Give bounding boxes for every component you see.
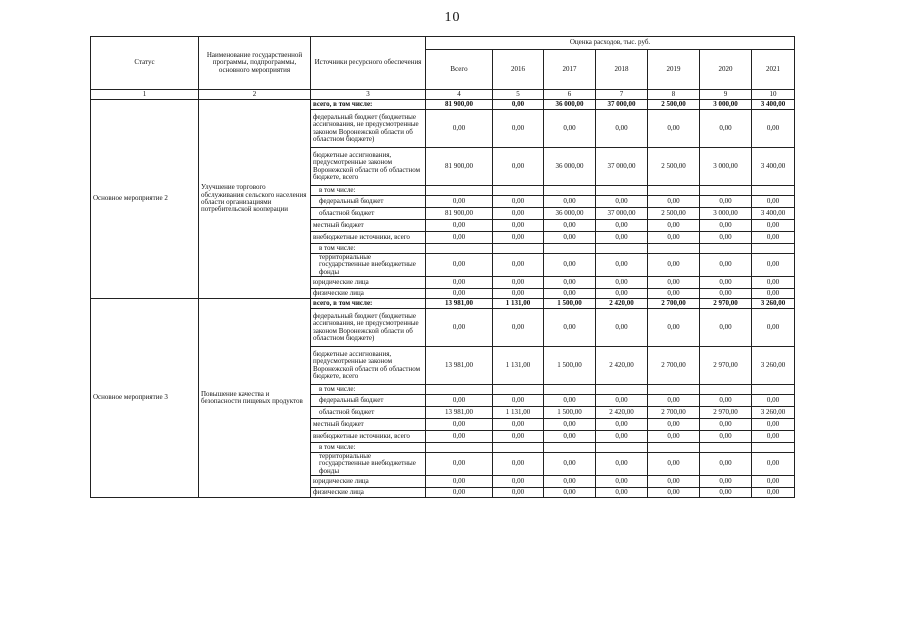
year-value-cell: 0,00 bbox=[544, 289, 596, 299]
total-value-cell bbox=[426, 244, 493, 254]
year-value-cell: 0,00 bbox=[700, 431, 752, 443]
year-value-cell bbox=[752, 443, 795, 453]
year-value-cell: 0,00 bbox=[648, 431, 700, 443]
year-value-cell: 0,00 bbox=[544, 419, 596, 431]
year-value-cell: 0,00 bbox=[596, 309, 648, 347]
year-value-cell bbox=[596, 186, 648, 196]
year-value-cell: 0,00 bbox=[544, 488, 596, 498]
total-value-cell: 0,00 bbox=[426, 277, 493, 289]
year-value-cell: 0,00 bbox=[493, 431, 544, 443]
year-value-cell: 0,00 bbox=[493, 110, 544, 148]
year-value-cell: 0,00 bbox=[544, 232, 596, 244]
status-cell: Основное мероприятие 3 bbox=[91, 299, 199, 498]
year-value-cell: 0,00 bbox=[493, 488, 544, 498]
year-value-cell: 0,00 bbox=[648, 254, 700, 277]
total-value-cell: 0,00 bbox=[426, 289, 493, 299]
year-value-cell: 0,00 bbox=[596, 232, 648, 244]
year-value-cell: 0,00 bbox=[596, 289, 648, 299]
total-value-cell: 81 900,00 bbox=[426, 100, 493, 110]
total-value-cell: 0,00 bbox=[426, 488, 493, 498]
year-value-cell: 0,00 bbox=[752, 254, 795, 277]
year-value-cell bbox=[648, 244, 700, 254]
table-row bbox=[91, 299, 795, 309]
source-cell: местный бюджет bbox=[311, 419, 426, 431]
year-value-cell: 3 000,00 bbox=[700, 100, 752, 110]
year-value-cell: 0,00 bbox=[752, 453, 795, 476]
header-year: 2017 bbox=[544, 50, 596, 90]
column-index: 8 bbox=[648, 90, 700, 100]
year-value-cell: 0,00 bbox=[493, 232, 544, 244]
header-status: Статус bbox=[91, 37, 199, 90]
year-value-cell: 2 420,00 bbox=[596, 299, 648, 309]
total-value-cell bbox=[426, 186, 493, 196]
year-value-cell: 2 700,00 bbox=[648, 299, 700, 309]
header-year: 2020 bbox=[700, 50, 752, 90]
column-index: 4 bbox=[426, 90, 493, 100]
total-value-cell: 0,00 bbox=[426, 419, 493, 431]
year-value-cell: 2 500,00 bbox=[648, 148, 700, 186]
year-value-cell: 3 400,00 bbox=[752, 148, 795, 186]
year-value-cell: 0,00 bbox=[648, 289, 700, 299]
year-value-cell bbox=[700, 186, 752, 196]
year-value-cell: 0,00 bbox=[648, 453, 700, 476]
year-value-cell: 0,00 bbox=[700, 232, 752, 244]
column-index: 1 bbox=[91, 90, 199, 100]
year-value-cell bbox=[544, 385, 596, 395]
year-value-cell: 0,00 bbox=[648, 488, 700, 498]
source-cell: юридические лица bbox=[311, 277, 426, 289]
source-cell: юридические лица bbox=[311, 476, 426, 488]
activity-name-cell: Повышение качества и безопасности пищевых продуктов bbox=[199, 299, 311, 498]
total-value-cell bbox=[426, 385, 493, 395]
column-index: 7 bbox=[596, 90, 648, 100]
total-value-cell: 13 981,00 bbox=[426, 299, 493, 309]
year-value-cell: 0,00 bbox=[544, 453, 596, 476]
source-cell: федеральный бюджет bbox=[311, 196, 426, 208]
source-cell: бюджетные ассигнования, предусмотренные законом Воронежской области об областном бюджете, всего bbox=[311, 347, 426, 385]
column-index: 9 bbox=[700, 90, 752, 100]
column-index: 6 bbox=[544, 90, 596, 100]
year-value-cell: 0,00 bbox=[493, 309, 544, 347]
year-value-cell: 0,00 bbox=[493, 277, 544, 289]
year-value-cell: 3 400,00 bbox=[752, 208, 795, 220]
year-value-cell: 0,00 bbox=[700, 476, 752, 488]
year-value-cell: 1 500,00 bbox=[544, 299, 596, 309]
total-value-cell: 81 900,00 bbox=[426, 148, 493, 186]
year-value-cell: 37 000,00 bbox=[596, 208, 648, 220]
year-value-cell: 36 000,00 bbox=[544, 208, 596, 220]
year-value-cell: 0,00 bbox=[700, 419, 752, 431]
year-value-cell: 0,00 bbox=[700, 220, 752, 232]
year-value-cell bbox=[493, 385, 544, 395]
year-value-cell bbox=[752, 385, 795, 395]
year-value-cell bbox=[493, 186, 544, 196]
year-value-cell: 0,00 bbox=[493, 289, 544, 299]
year-value-cell: 0,00 bbox=[493, 148, 544, 186]
year-value-cell bbox=[700, 385, 752, 395]
year-value-cell: 2 970,00 bbox=[700, 299, 752, 309]
source-cell: внебюджетные источники, всего bbox=[311, 431, 426, 443]
total-value-cell: 0,00 bbox=[426, 110, 493, 148]
total-value-cell: 13 981,00 bbox=[426, 347, 493, 385]
year-value-cell: 1 131,00 bbox=[493, 407, 544, 419]
year-value-cell bbox=[544, 443, 596, 453]
year-value-cell bbox=[648, 443, 700, 453]
year-value-cell: 0,00 bbox=[493, 453, 544, 476]
source-cell: областной бюджет bbox=[311, 208, 426, 220]
year-value-cell: 0,00 bbox=[544, 277, 596, 289]
year-value-cell: 37 000,00 bbox=[596, 148, 648, 186]
year-value-cell bbox=[752, 186, 795, 196]
year-value-cell: 0,00 bbox=[544, 395, 596, 407]
header-name: Наименование государственной программы, подпрограммы, основного мероприятия bbox=[199, 37, 311, 90]
year-value-cell: 0,00 bbox=[596, 220, 648, 232]
year-value-cell: 0,00 bbox=[544, 309, 596, 347]
year-value-cell: 0,00 bbox=[648, 277, 700, 289]
year-value-cell: 0,00 bbox=[544, 476, 596, 488]
source-cell: всего, в том числе: bbox=[311, 100, 426, 110]
table-row bbox=[91, 100, 795, 110]
year-value-cell: 0,00 bbox=[752, 110, 795, 148]
year-value-cell bbox=[493, 244, 544, 254]
year-value-cell: 2 700,00 bbox=[648, 407, 700, 419]
source-cell: физические лица bbox=[311, 289, 426, 299]
year-value-cell: 2 970,00 bbox=[700, 347, 752, 385]
year-value-cell: 3 000,00 bbox=[700, 208, 752, 220]
year-value-cell: 0,00 bbox=[752, 277, 795, 289]
year-value-cell: 0,00 bbox=[544, 254, 596, 277]
year-value-cell: 0,00 bbox=[493, 220, 544, 232]
year-value-cell: 0,00 bbox=[752, 289, 795, 299]
year-value-cell: 0,00 bbox=[596, 277, 648, 289]
year-value-cell: 0,00 bbox=[752, 488, 795, 498]
year-value-cell bbox=[544, 186, 596, 196]
year-value-cell: 0,00 bbox=[493, 208, 544, 220]
source-cell: бюджетные ассигнования, предусмотренные законом Воронежской области об областном бюджете, всего bbox=[311, 148, 426, 186]
year-value-cell: 0,00 bbox=[648, 196, 700, 208]
year-value-cell: 0,00 bbox=[596, 419, 648, 431]
year-value-cell: 2 700,00 bbox=[648, 347, 700, 385]
year-value-cell: 1 131,00 bbox=[493, 299, 544, 309]
year-value-cell: 0,00 bbox=[544, 196, 596, 208]
year-value-cell: 3 260,00 bbox=[752, 299, 795, 309]
budget-table bbox=[90, 36, 795, 498]
year-value-cell: 0,00 bbox=[596, 476, 648, 488]
total-value-cell: 0,00 bbox=[426, 309, 493, 347]
column-index: 10 bbox=[752, 90, 795, 100]
source-cell: федеральный бюджет (бюджетные ассигнования, не предусмотренные законом Воронежской области об областном бюджете) bbox=[311, 110, 426, 148]
source-cell: в том числе: bbox=[311, 186, 426, 196]
header-year: 2021 bbox=[752, 50, 795, 90]
year-value-cell: 0,00 bbox=[493, 419, 544, 431]
header-estimate: Оценка расходов, тыс. руб. bbox=[426, 37, 795, 50]
year-value-cell: 36 000,00 bbox=[544, 100, 596, 110]
source-cell: областной бюджет bbox=[311, 407, 426, 419]
year-value-cell: 0,00 bbox=[493, 395, 544, 407]
total-value-cell: 0,00 bbox=[426, 476, 493, 488]
year-value-cell: 2 500,00 bbox=[648, 208, 700, 220]
total-value-cell: 0,00 bbox=[426, 220, 493, 232]
total-value-cell: 0,00 bbox=[426, 453, 493, 476]
year-value-cell: 0,00 bbox=[648, 419, 700, 431]
total-value-cell: 0,00 bbox=[426, 395, 493, 407]
source-cell: местный бюджет bbox=[311, 220, 426, 232]
source-cell: внебюджетные источники, всего bbox=[311, 232, 426, 244]
activity-name-cell: Улучшение торгового обслуживания сельского населения области организациями потребительской кооперации bbox=[199, 100, 311, 299]
total-value-cell: 0,00 bbox=[426, 196, 493, 208]
year-value-cell: 0,00 bbox=[700, 289, 752, 299]
year-value-cell: 0,00 bbox=[648, 232, 700, 244]
year-value-cell: 37 000,00 bbox=[596, 100, 648, 110]
year-value-cell: 0,00 bbox=[752, 220, 795, 232]
year-value-cell: 0,00 bbox=[596, 453, 648, 476]
year-value-cell: 0,00 bbox=[648, 476, 700, 488]
year-value-cell: 0,00 bbox=[700, 395, 752, 407]
year-value-cell: 0,00 bbox=[648, 395, 700, 407]
year-value-cell: 0,00 bbox=[752, 309, 795, 347]
year-value-cell: 0,00 bbox=[752, 196, 795, 208]
year-value-cell: 0,00 bbox=[493, 476, 544, 488]
year-value-cell: 1 500,00 bbox=[544, 407, 596, 419]
year-value-cell bbox=[700, 443, 752, 453]
source-cell: территориальные государственные внебюджетные фонды bbox=[311, 453, 426, 476]
year-value-cell: 0,00 bbox=[596, 196, 648, 208]
year-value-cell: 0,00 bbox=[544, 110, 596, 148]
year-value-cell: 36 000,00 bbox=[544, 148, 596, 186]
year-value-cell: 0,00 bbox=[493, 254, 544, 277]
page-number: 10 bbox=[444, 10, 461, 25]
year-value-cell: 0,00 bbox=[752, 431, 795, 443]
year-value-cell: 0,00 bbox=[648, 110, 700, 148]
year-value-cell: 0,00 bbox=[752, 476, 795, 488]
column-index-row bbox=[91, 90, 795, 100]
source-cell: территориальные государственные внебюджетные фонды bbox=[311, 254, 426, 277]
year-value-cell: 0,00 bbox=[493, 100, 544, 110]
source-cell: федеральный бюджет (бюджетные ассигнования, не предусмотренные законом Воронежской области об областном бюджете) bbox=[311, 309, 426, 347]
year-value-cell: 0,00 bbox=[700, 488, 752, 498]
year-value-cell: 0,00 bbox=[700, 309, 752, 347]
total-value-cell: 81 900,00 bbox=[426, 208, 493, 220]
year-value-cell: 0,00 bbox=[596, 254, 648, 277]
source-cell: всего, в том числе: bbox=[311, 299, 426, 309]
year-value-cell: 3 260,00 bbox=[752, 407, 795, 419]
year-value-cell: 0,00 bbox=[752, 232, 795, 244]
year-value-cell: 0,00 bbox=[700, 110, 752, 148]
status-cell: Основное мероприятие 2 bbox=[91, 100, 199, 299]
header-year: 2016 bbox=[493, 50, 544, 90]
year-value-cell: 3 260,00 bbox=[752, 347, 795, 385]
year-value-cell bbox=[596, 443, 648, 453]
year-value-cell: 3 000,00 bbox=[700, 148, 752, 186]
year-value-cell bbox=[544, 244, 596, 254]
year-value-cell: 0,00 bbox=[596, 395, 648, 407]
year-value-cell bbox=[596, 385, 648, 395]
year-value-cell: 2 420,00 bbox=[596, 347, 648, 385]
total-value-cell: 13 981,00 bbox=[426, 407, 493, 419]
year-value-cell: 0,00 bbox=[596, 431, 648, 443]
year-value-cell: 1 500,00 bbox=[544, 347, 596, 385]
source-cell: физические лица bbox=[311, 488, 426, 498]
year-value-cell: 0,00 bbox=[700, 453, 752, 476]
total-value-cell: 0,00 bbox=[426, 254, 493, 277]
source-cell: в том числе: bbox=[311, 385, 426, 395]
year-value-cell bbox=[648, 186, 700, 196]
year-value-cell: 0,00 bbox=[700, 196, 752, 208]
year-value-cell: 0,00 bbox=[752, 395, 795, 407]
header-source: Источники ресурсного обеспечения bbox=[311, 37, 426, 90]
year-value-cell bbox=[700, 244, 752, 254]
column-index: 2 bbox=[199, 90, 311, 100]
year-value-cell: 0,00 bbox=[648, 309, 700, 347]
header-year: 2019 bbox=[648, 50, 700, 90]
total-value-cell bbox=[426, 443, 493, 453]
year-value-cell: 0,00 bbox=[544, 431, 596, 443]
column-index: 5 bbox=[493, 90, 544, 100]
year-value-cell: 0,00 bbox=[700, 277, 752, 289]
year-value-cell: 0,00 bbox=[493, 196, 544, 208]
year-value-cell: 0,00 bbox=[596, 110, 648, 148]
year-value-cell: 0,00 bbox=[648, 220, 700, 232]
year-value-cell bbox=[648, 385, 700, 395]
year-value-cell: 0,00 bbox=[700, 254, 752, 277]
year-value-cell bbox=[596, 244, 648, 254]
header-year: 2018 bbox=[596, 50, 648, 90]
year-value-cell: 1 131,00 bbox=[493, 347, 544, 385]
year-value-cell: 0,00 bbox=[544, 220, 596, 232]
source-cell: в том числе: bbox=[311, 244, 426, 254]
year-value-cell: 2 970,00 bbox=[700, 407, 752, 419]
year-value-cell bbox=[752, 244, 795, 254]
total-value-cell: 0,00 bbox=[426, 232, 493, 244]
year-value-cell: 2 420,00 bbox=[596, 407, 648, 419]
column-index: 3 bbox=[311, 90, 426, 100]
year-value-cell: 2 500,00 bbox=[648, 100, 700, 110]
source-cell: в том числе: bbox=[311, 443, 426, 453]
year-value-cell: 0,00 bbox=[752, 419, 795, 431]
source-cell: федеральный бюджет bbox=[311, 395, 426, 407]
total-value-cell: 0,00 bbox=[426, 431, 493, 443]
year-value-cell: 3 400,00 bbox=[752, 100, 795, 110]
header-total: Всего bbox=[426, 50, 493, 90]
year-value-cell: 0,00 bbox=[596, 488, 648, 498]
year-value-cell bbox=[493, 443, 544, 453]
